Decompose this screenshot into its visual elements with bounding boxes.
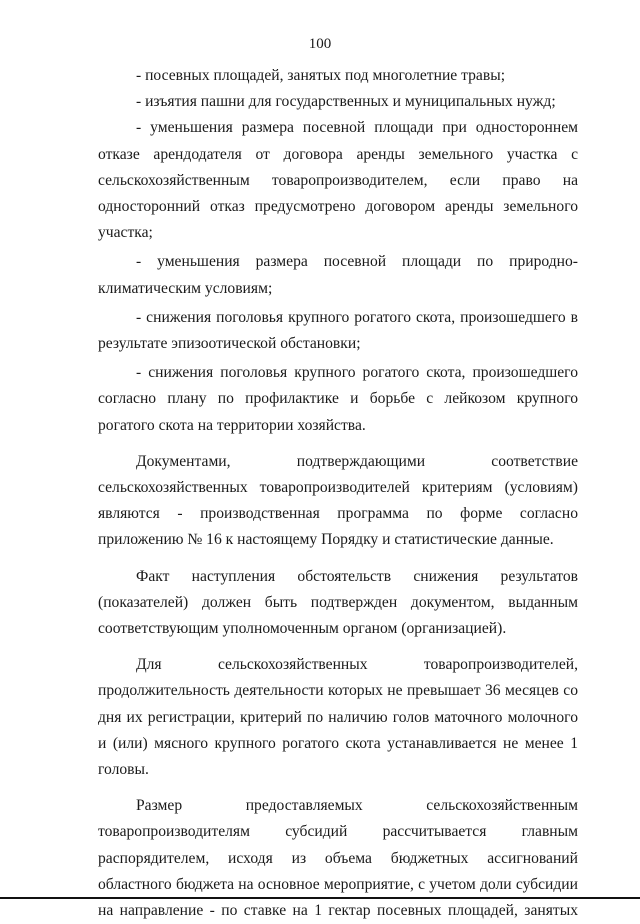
paragraph-fact-confirmation: Факт наступления обстоятельств снижения результатов (показателей) должен быть подтвержден документом, выданным соответствующим уполномоченным органом (организацией). — [98, 567, 578, 638]
paragraph-leukosis: - снижения поголовья крупного рогатого скота, произошедшего согласно плану по профилактике и борьбе с лейкозом крупного рогатого скота на территории хозяйства. — [98, 364, 578, 434]
paragraph-subsidy-size: Размер предоставляемых сельскохозяйственным товаропроизводителям субсидий рассчитывается главным распорядителем, исходя из объема бюджетных ассигнований областного бюджета на основное мероприятие, с учетом доли субсидии на направление - по ставке на 1 гектар посевных площадей, занятых — [98, 797, 578, 920]
paragraph-perennial-grasses: - посевных площадей, занятых под многолетние травы; — [136, 67, 506, 84]
paragraph-climate: - уменьшения размера посевной площади по природно-климатическим условиям; — [98, 253, 578, 297]
paragraph-land-seizure: - изъятия пашни для государственных и муниципальных нужд; — [136, 93, 556, 111]
paragraph-new-producers: Для сельскохозяйственных товаропроизводителей, продолжительность деятельности которых не превышает 36 месяцев со дня их регистрации, критерий по наличию голов маточного молочного и (или) мясного крупного рогатого скота устанавливается не менее 1 головы. — [98, 656, 578, 779]
paragraph-lease-refusal: - уменьшения размера посевной площади при одностороннем отказе арендодателя от договора аренды земельного участка с сельскохозяйственным товаропроизводителем, если право на односторонний отказ предусмотрено договором аренды земельного участка; — [98, 119, 578, 242]
page-number: 100 — [308, 36, 332, 52]
paragraph-confirming-documents: Документами, подтверждающими соответствие сельскохозяйственных товаропроизводителей критериям (условиям) являются - производственная программа по форме согласно приложению № 16 к настоящему Порядку и статистические данные. — [98, 452, 578, 549]
page-bottom-edge — [0, 897, 640, 899]
document-body — [98, 63, 578, 924]
paragraph-epizootic: - снижения поголовья крупного рогатого скота, произошедшего в результате эпизоотической обстановки; — [98, 308, 578, 353]
